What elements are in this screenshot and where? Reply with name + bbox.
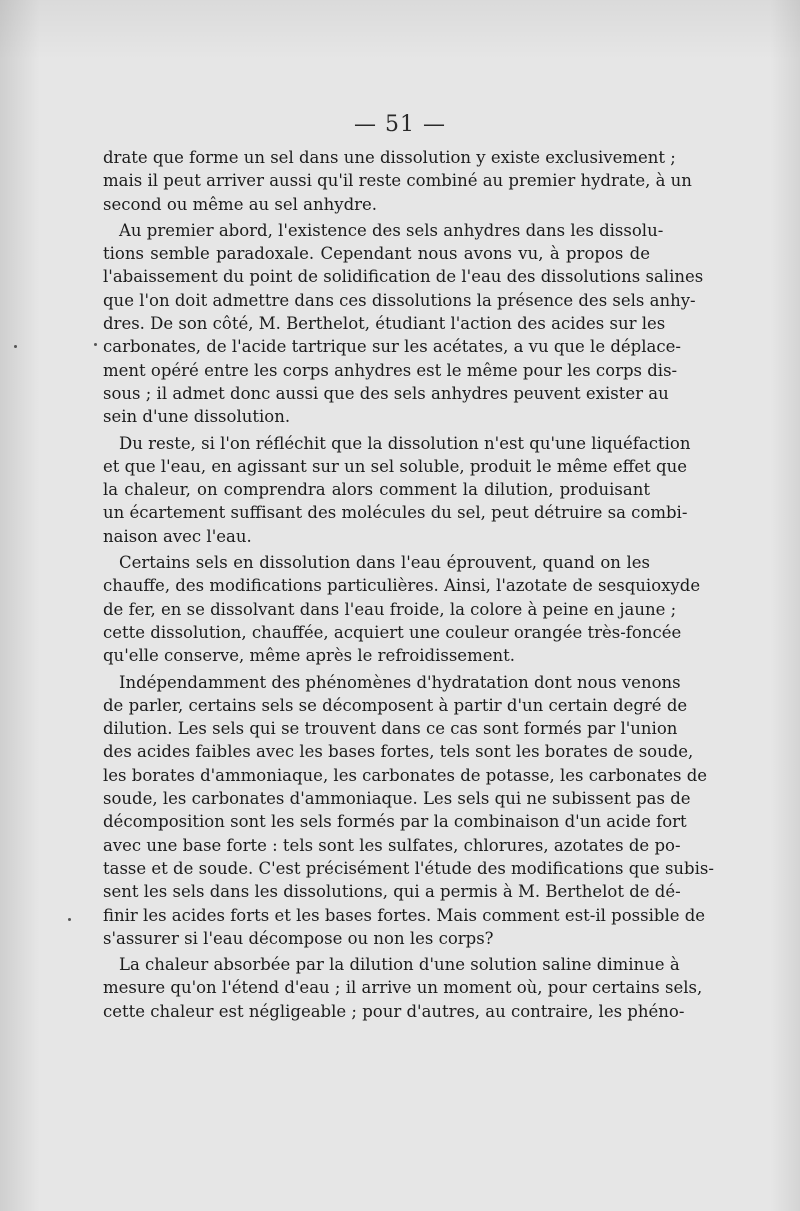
- text-line: tasse et de soude. C'est précisément l'étude des modifications que subis-: [103, 858, 714, 878]
- text-line: décomposition sont les sels formés par la combinaison d'un acide fort: [103, 812, 687, 832]
- text-line: drate que forme un sel dans une dissolution y existe exclusivement ;: [103, 148, 676, 167]
- paragraph: [103, 219, 704, 429]
- text-line: ment opéré entre les corps anhydres est le même pour les corps dis-: [103, 360, 678, 380]
- body-text: [103, 146, 714, 1023]
- text-line: tions semble paradoxale. Cependant nous avons vu, à propos de: [103, 244, 650, 264]
- text-line: avec une base forte : tels sont les sulfates, chlorures, azotates de po-: [103, 835, 681, 855]
- page-number: — 51 —: [354, 112, 446, 137]
- text-line: Du reste, si l'on réfléchit que la dissolution n'est qu'une liquéfaction: [119, 433, 691, 453]
- text-line: Certains sels en dissolution dans l'eau éprouvent, quand on les: [119, 553, 650, 573]
- paragraph: [103, 671, 714, 951]
- text-line: dilution. Les sels qui se trouvent dans ce cas sont formés par l'union: [103, 719, 678, 739]
- text-line: s'assurer si l'eau décompose ou non les corps?: [103, 928, 494, 948]
- text-line: qu'elle conserve, même après le refroidissement.: [103, 646, 515, 666]
- text-line: mesure qu'on l'étend d'eau ; il arrive un moment où, pour certains sels,: [103, 978, 703, 998]
- paragraph: [103, 953, 703, 1023]
- text-line: mais il peut arriver aussi qu'il reste combiné au premier hydrate, à un: [103, 171, 692, 191]
- text-line: la chaleur, on comprendra alors comment la dilution, produisant: [103, 480, 650, 500]
- paragraph: [103, 432, 691, 548]
- text-line: sous ; il admet donc aussi que des sels anhydres peuvent exister au: [103, 383, 669, 403]
- text-line: carbonates, de l'acide tartrique sur les acétates, a vu que le déplace-: [103, 337, 681, 357]
- text-line: cette chaleur est négligeable ; pour d'autres, au contraire, les phéno-: [103, 1001, 685, 1021]
- text-line: un écartement suffisant des molécules du sel, peut détruire sa combi-: [103, 503, 688, 523]
- margin-speck: [94, 343, 97, 346]
- text-line: finir les acides forts et les bases fortes. Mais comment est-il possible de: [103, 905, 706, 925]
- text-line: second ou même au sel anhydre.: [103, 194, 378, 214]
- paragraph: [103, 146, 692, 216]
- text-line: l'abaissement du point de solidification de l'eau des dissolutions salines: [103, 267, 704, 287]
- text-line: des acides faibles avec les bases fortes, tels sont les borates de soude,: [103, 742, 694, 762]
- text-line: Indépendamment des phénomènes d'hydratation dont nous venons: [119, 672, 681, 692]
- text-line: cette dissolution, chauffée, acquiert une couleur orangée très-foncée: [103, 622, 682, 642]
- paragraph: [103, 551, 701, 667]
- text-line: les borates d'ammoniaque, les carbonates de potasse, les carbonates de: [103, 765, 708, 785]
- text-line: naison avec l'eau.: [103, 526, 252, 546]
- text-line: que l'on doit admettre dans ces dissolutions la présence des sels anhy-: [103, 290, 696, 310]
- text-line: dres. De son côté, M. Berthelot, étudiant l'action des acides sur les: [103, 314, 666, 334]
- text-line: Au premier abord, l'existence des sels anhydres dans les dissolu-: [119, 220, 664, 240]
- text-line: et que l'eau, en agissant sur un sel soluble, produit le même effet que: [103, 456, 687, 476]
- text-line: sein d'une dissolution.: [103, 407, 291, 427]
- margin-speck: [14, 345, 17, 348]
- text-line: soude, les carbonates d'ammoniaque. Les sels qui ne subissent pas de: [103, 789, 691, 809]
- text-line: de fer, en se dissolvant dans l'eau froide, la colore à peine en jaune ;: [103, 599, 677, 619]
- text-line: sent les sels dans les dissolutions, qui a permis à M. Berthelot de dé-: [103, 882, 681, 902]
- margin-speck: [68, 918, 71, 921]
- text-line: La chaleur absorbée par la dilution d'une solution saline diminue à: [119, 955, 680, 975]
- text-line: de parler, certains sels se décomposent à partir d'un certain degré de: [103, 695, 688, 715]
- text-line: chauffe, des modifications particulières. Ainsi, l'azotate de sesquioxyde: [103, 576, 701, 596]
